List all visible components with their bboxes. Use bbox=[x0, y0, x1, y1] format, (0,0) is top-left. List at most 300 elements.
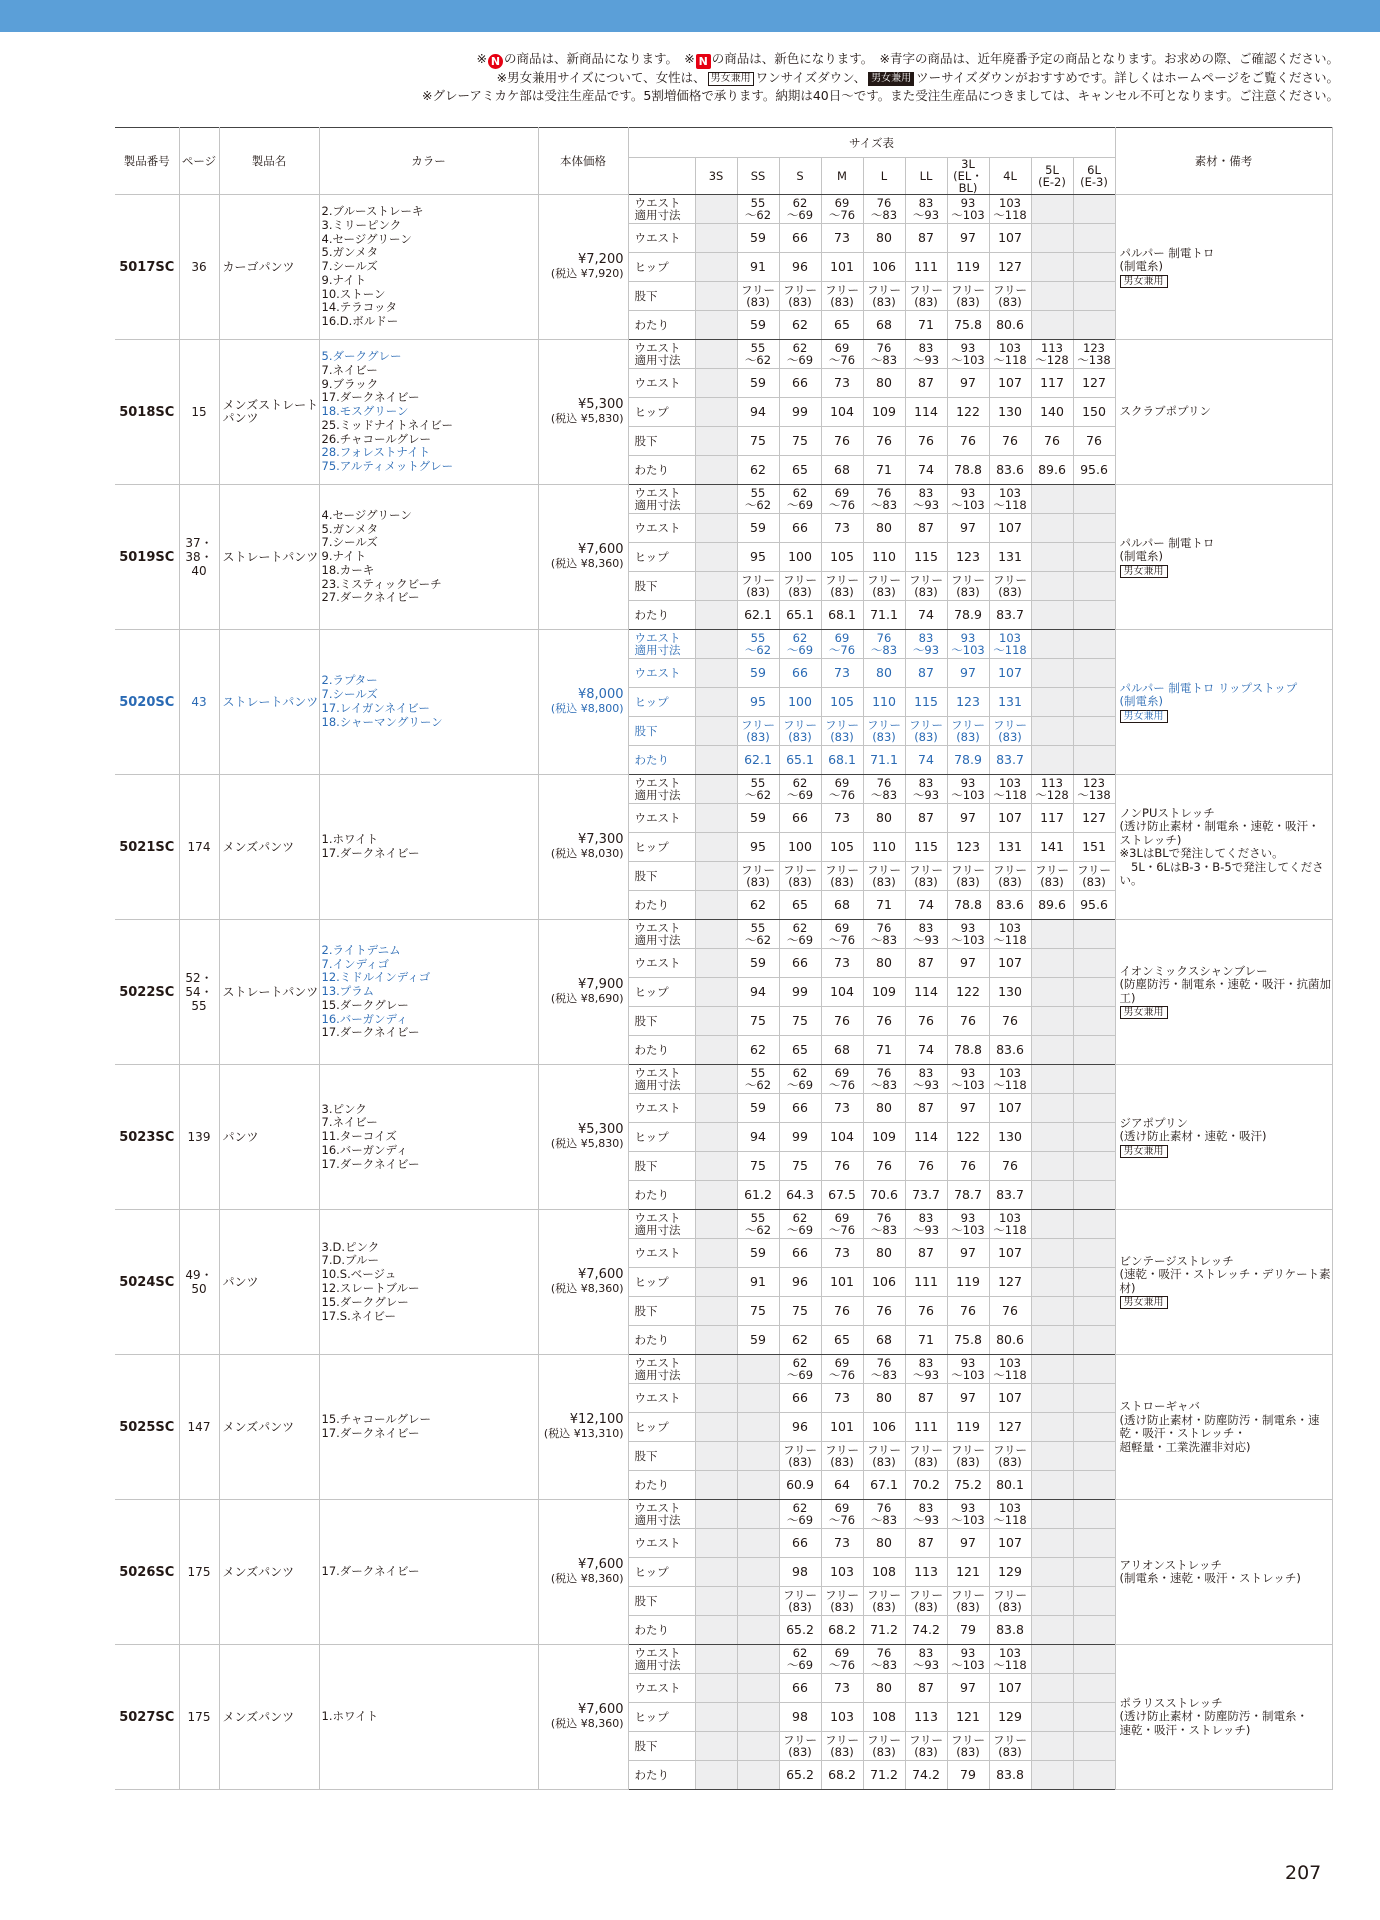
size-value: 101 bbox=[821, 253, 863, 282]
size-value: 66 bbox=[779, 1239, 821, 1268]
size-value: 108 bbox=[863, 1703, 905, 1732]
size-value: 105 bbox=[821, 543, 863, 572]
size-value: 60.9 bbox=[779, 1471, 821, 1500]
measure-label: ウエスト 適用寸法 bbox=[628, 1065, 695, 1094]
size-value: 66 bbox=[779, 224, 821, 253]
color-list bbox=[319, 195, 538, 340]
size-value: 69 〜76 bbox=[821, 1645, 863, 1674]
size-value: 76 〜83 bbox=[863, 920, 905, 949]
measure-label: 股下 bbox=[628, 1442, 695, 1471]
size-value: 115 bbox=[905, 543, 947, 572]
size-value: 62 bbox=[737, 891, 779, 920]
size-value: 66 bbox=[779, 804, 821, 833]
table-row bbox=[115, 195, 1332, 224]
size-value bbox=[1031, 1239, 1073, 1268]
size-value: 97 bbox=[947, 1094, 989, 1123]
size-value: 115 bbox=[905, 688, 947, 717]
size-value: フリー (83) bbox=[905, 717, 947, 746]
size-value bbox=[737, 1355, 779, 1384]
size-value bbox=[1031, 1094, 1073, 1123]
size-value bbox=[1073, 601, 1115, 630]
size-header-8: 5L (E-2) bbox=[1031, 158, 1073, 195]
size-value: フリー (83) bbox=[737, 282, 779, 311]
size-value: 71.2 bbox=[863, 1616, 905, 1645]
size-value bbox=[1073, 195, 1115, 224]
size-value: 113 bbox=[905, 1703, 947, 1732]
size-value: フリー (83) bbox=[947, 572, 989, 601]
size-value: 68 bbox=[821, 1036, 863, 1065]
size-value bbox=[695, 1065, 737, 1094]
size-value bbox=[1031, 1210, 1073, 1239]
size-value: 59 bbox=[737, 1326, 779, 1355]
measure-label: 股下 bbox=[628, 282, 695, 311]
size-value bbox=[1073, 1181, 1115, 1210]
size-value bbox=[695, 253, 737, 282]
color-item: 9.ナイト bbox=[321, 272, 367, 287]
size-value: 83 〜93 bbox=[905, 630, 947, 659]
size-value: 69 〜76 bbox=[821, 920, 863, 949]
product-name: ストレートパンツ bbox=[219, 630, 319, 775]
size-value: 103 〜118 bbox=[989, 1500, 1031, 1529]
product-name: ストレートパンツ bbox=[219, 920, 319, 1065]
price-tax: (税込 ¥8,030) bbox=[550, 847, 624, 860]
color-item: 12.ミドルインディゴ bbox=[321, 970, 431, 985]
size-value: 62 〜69 bbox=[779, 920, 821, 949]
size-value bbox=[1073, 1268, 1115, 1297]
size-value: 83 〜93 bbox=[905, 1500, 947, 1529]
size-value: 110 bbox=[863, 543, 905, 572]
size-value bbox=[1073, 1500, 1115, 1529]
price-tax: (税込 ¥8,360) bbox=[550, 1282, 624, 1295]
size-value: 95 bbox=[737, 543, 779, 572]
size-value bbox=[737, 1587, 779, 1616]
size-value: 78.9 bbox=[947, 746, 989, 775]
size-value bbox=[695, 804, 737, 833]
size-value: 59 bbox=[737, 949, 779, 978]
price-tax: (税込 ¥8,690) bbox=[550, 992, 624, 1005]
size-value: 78.9 bbox=[947, 601, 989, 630]
size-value bbox=[1073, 1529, 1115, 1558]
size-value: 66 bbox=[779, 659, 821, 688]
size-value: 119 bbox=[947, 1413, 989, 1442]
size-value: 97 bbox=[947, 949, 989, 978]
size-value bbox=[1031, 1471, 1073, 1500]
measure-label: ヒップ bbox=[628, 978, 695, 1007]
table-row bbox=[115, 485, 1332, 514]
size-value: 96 bbox=[779, 1268, 821, 1297]
size-value: 130 bbox=[989, 1123, 1031, 1152]
size-value: 73 bbox=[821, 804, 863, 833]
new-color-icon: N bbox=[696, 54, 711, 69]
size-value: 97 bbox=[947, 1239, 989, 1268]
size-value: 75 bbox=[737, 1007, 779, 1036]
page-ref: 36 bbox=[179, 195, 219, 340]
size-value bbox=[1073, 1384, 1115, 1413]
size-value bbox=[1073, 1558, 1115, 1587]
size-value: 107 bbox=[989, 1094, 1031, 1123]
size-value: 76 〜83 bbox=[863, 630, 905, 659]
size-value: 98 bbox=[779, 1703, 821, 1732]
size-value: 127 bbox=[989, 253, 1031, 282]
size-value bbox=[1073, 1239, 1115, 1268]
size-value: 97 bbox=[947, 369, 989, 398]
color-item: 9.ナイト bbox=[321, 549, 367, 564]
size-value: 76 bbox=[989, 427, 1031, 456]
color-list bbox=[319, 1065, 538, 1210]
measure-label: ウエスト bbox=[628, 224, 695, 253]
size-value: 80 bbox=[863, 659, 905, 688]
size-value: 110 bbox=[863, 688, 905, 717]
size-value: 87 bbox=[905, 1529, 947, 1558]
size-value bbox=[1073, 1587, 1115, 1616]
size-value: 59 bbox=[737, 659, 779, 688]
header-size-table: サイズ表 bbox=[628, 128, 1115, 158]
size-value bbox=[695, 514, 737, 543]
color-item: 17.レイガンネイビー bbox=[321, 701, 430, 715]
color-item: 28.フォレストナイト bbox=[321, 445, 431, 460]
product-name: パンツ bbox=[219, 1210, 319, 1355]
size-value: 107 bbox=[989, 949, 1031, 978]
table-row bbox=[115, 340, 1332, 369]
measure-label: ヒップ bbox=[628, 1413, 695, 1442]
size-value: 107 bbox=[989, 1529, 1031, 1558]
size-value: 103 〜118 bbox=[989, 340, 1031, 369]
table-row bbox=[115, 920, 1332, 949]
size-value: 66 bbox=[779, 1674, 821, 1703]
size-value: 104 bbox=[821, 1123, 863, 1152]
color-item: 16.バーガンディ bbox=[321, 1011, 408, 1026]
measure-label: ヒップ bbox=[628, 398, 695, 427]
size-value bbox=[695, 920, 737, 949]
color-item: 17.ダークネイビー bbox=[321, 1025, 420, 1040]
size-value bbox=[695, 1123, 737, 1152]
size-value: 93 〜103 bbox=[947, 1500, 989, 1529]
color-list bbox=[319, 775, 538, 920]
size-value: 93 〜103 bbox=[947, 340, 989, 369]
size-value: 65.1 bbox=[779, 746, 821, 775]
size-value bbox=[695, 891, 737, 920]
product-id: 5023SC bbox=[115, 1065, 179, 1210]
size-value: 68.1 bbox=[821, 601, 863, 630]
size-value: フリー (83) bbox=[947, 717, 989, 746]
size-value bbox=[1073, 572, 1115, 601]
size-value: 65.1 bbox=[779, 601, 821, 630]
color-item: 17.ダークネイビー bbox=[321, 846, 420, 860]
size-value: 75.8 bbox=[947, 1326, 989, 1355]
size-value: フリー (83) bbox=[947, 862, 989, 891]
product-name: メンズパンツ bbox=[219, 1500, 319, 1645]
size-value bbox=[695, 775, 737, 804]
size-value: 103 〜118 bbox=[989, 485, 1031, 514]
size-value: フリー (83) bbox=[737, 862, 779, 891]
size-value bbox=[1031, 1703, 1073, 1732]
size-value: 106 bbox=[863, 1268, 905, 1297]
size-value: 66 bbox=[779, 1384, 821, 1413]
size-value: 109 bbox=[863, 398, 905, 427]
measure-label: ヒップ bbox=[628, 1703, 695, 1732]
material-note: パルパー 制電トロ リップストップ (制電糸) 男女兼用 bbox=[1115, 630, 1332, 775]
size-header-6: 3L (EL・BL) bbox=[947, 158, 989, 195]
header-measure-blank bbox=[628, 158, 695, 195]
size-value: 83 〜93 bbox=[905, 1355, 947, 1384]
size-value: 73 bbox=[821, 1239, 863, 1268]
page-ref: 49・ 50 bbox=[179, 1210, 219, 1355]
notes-block bbox=[422, 50, 1339, 105]
size-value: 83.6 bbox=[989, 891, 1031, 920]
size-value: 62 〜69 bbox=[779, 1500, 821, 1529]
size-value: 67.1 bbox=[863, 1471, 905, 1500]
unisex-tag: 男女兼用 bbox=[1120, 1296, 1168, 1309]
size-value bbox=[737, 1384, 779, 1413]
size-value: 97 bbox=[947, 804, 989, 833]
size-value bbox=[1073, 1761, 1115, 1790]
measure-label: わたり bbox=[628, 1036, 695, 1065]
size-value bbox=[695, 1210, 737, 1239]
size-value: 99 bbox=[779, 978, 821, 1007]
color-list bbox=[319, 1500, 538, 1645]
size-value bbox=[1031, 688, 1073, 717]
size-value bbox=[1031, 1500, 1073, 1529]
measure-label: ウエスト 適用寸法 bbox=[628, 920, 695, 949]
size-value: 74 bbox=[905, 746, 947, 775]
size-value: 68.2 bbox=[821, 1616, 863, 1645]
material-note: スクラブポプリン bbox=[1115, 340, 1332, 485]
size-value: フリー (83) bbox=[863, 862, 905, 891]
color-item: 3.ピンク bbox=[321, 1101, 367, 1116]
size-value: フリー (83) bbox=[905, 572, 947, 601]
table-row bbox=[115, 1645, 1332, 1674]
size-value: 76 bbox=[821, 1007, 863, 1036]
size-value: 55 〜62 bbox=[737, 485, 779, 514]
size-value: 121 bbox=[947, 1703, 989, 1732]
color-item: 4.セージグリーン bbox=[321, 231, 412, 246]
size-value bbox=[1073, 1674, 1115, 1703]
color-item: 12.スレートブルー bbox=[321, 1281, 420, 1295]
color-item: 2.ラプター bbox=[321, 673, 378, 688]
size-value bbox=[1073, 1123, 1115, 1152]
size-value: 122 bbox=[947, 1123, 989, 1152]
measure-label: ヒップ bbox=[628, 1268, 695, 1297]
measure-label: 股下 bbox=[628, 1732, 695, 1761]
size-value: 97 bbox=[947, 659, 989, 688]
size-value bbox=[695, 311, 737, 340]
size-header-5: LL bbox=[905, 158, 947, 195]
size-value: 76 〜83 bbox=[863, 340, 905, 369]
size-value bbox=[1031, 1645, 1073, 1674]
size-value: 69 〜76 bbox=[821, 1210, 863, 1239]
size-value bbox=[695, 1761, 737, 1790]
size-value: 78.8 bbox=[947, 456, 989, 485]
size-value: 80.1 bbox=[989, 1471, 1031, 1500]
size-value: フリー (83) bbox=[779, 572, 821, 601]
size-value: フリー (83) bbox=[863, 1587, 905, 1616]
size-value bbox=[1031, 601, 1073, 630]
size-value bbox=[1031, 282, 1073, 311]
color-item: 5.ガンメタ bbox=[321, 521, 379, 536]
size-value: 76 bbox=[947, 427, 989, 456]
size-value: フリー (83) bbox=[779, 1587, 821, 1616]
size-value bbox=[1073, 1413, 1115, 1442]
size-value: フリー (83) bbox=[905, 1442, 947, 1471]
page-number: 207 bbox=[1285, 1862, 1322, 1884]
size-value bbox=[1073, 311, 1115, 340]
size-value: 122 bbox=[947, 978, 989, 1007]
measure-label: ウエスト 適用寸法 bbox=[628, 485, 695, 514]
table-row bbox=[115, 630, 1332, 659]
size-value bbox=[737, 1558, 779, 1587]
size-value: 101 bbox=[821, 1268, 863, 1297]
size-value bbox=[737, 1703, 779, 1732]
size-value bbox=[1031, 1558, 1073, 1587]
size-value: 93 〜103 bbox=[947, 1645, 989, 1674]
size-value: 151 bbox=[1073, 833, 1115, 862]
size-value: 80 bbox=[863, 804, 905, 833]
size-value: 68 bbox=[821, 456, 863, 485]
size-value: フリー (83) bbox=[989, 862, 1031, 891]
size-value: 101 bbox=[821, 1413, 863, 1442]
measure-label: ウエスト 適用寸法 bbox=[628, 195, 695, 224]
size-value bbox=[1031, 1297, 1073, 1326]
size-value bbox=[1031, 514, 1073, 543]
size-value: 66 bbox=[779, 949, 821, 978]
color-item: 15.ダークグレー bbox=[321, 1294, 409, 1309]
size-header-3: M bbox=[821, 158, 863, 195]
size-value: 103 〜118 bbox=[989, 1355, 1031, 1384]
size-value: 97 bbox=[947, 224, 989, 253]
size-value: 75 bbox=[737, 427, 779, 456]
size-value: フリー (83) bbox=[779, 282, 821, 311]
size-value: 130 bbox=[989, 978, 1031, 1007]
size-value: 59 bbox=[737, 224, 779, 253]
size-value: 105 bbox=[821, 688, 863, 717]
size-value: 93 〜103 bbox=[947, 485, 989, 514]
size-value bbox=[1031, 1732, 1073, 1761]
measure-label: ウエスト bbox=[628, 949, 695, 978]
color-list bbox=[319, 1645, 538, 1790]
page-ref: 175 bbox=[179, 1500, 219, 1645]
measure-label: ウエスト 適用寸法 bbox=[628, 775, 695, 804]
size-value: 129 bbox=[989, 1558, 1031, 1587]
color-item: 3.ミリーピンク bbox=[321, 217, 402, 232]
size-value: 93 〜103 bbox=[947, 195, 989, 224]
size-value: 73 bbox=[821, 514, 863, 543]
measure-label: わたり bbox=[628, 311, 695, 340]
size-value: 75 bbox=[779, 1297, 821, 1326]
size-value bbox=[737, 1471, 779, 1500]
size-value: 76 〜83 bbox=[863, 1210, 905, 1239]
size-value: 59 bbox=[737, 804, 779, 833]
size-value: 100 bbox=[779, 833, 821, 862]
size-value: 66 bbox=[779, 1094, 821, 1123]
measure-label: ヒップ bbox=[628, 253, 695, 282]
size-value: 83 〜93 bbox=[905, 775, 947, 804]
size-value: 141 bbox=[1031, 833, 1073, 862]
size-value: 76 bbox=[821, 1297, 863, 1326]
measure-label: ヒップ bbox=[628, 543, 695, 572]
size-value: 69 〜76 bbox=[821, 630, 863, 659]
size-value: フリー (83) bbox=[905, 282, 947, 311]
color-item: 7.ネイビー bbox=[321, 362, 378, 377]
size-value bbox=[1073, 1616, 1115, 1645]
size-value bbox=[1073, 1326, 1115, 1355]
size-value bbox=[695, 1413, 737, 1442]
color-item: 26.チャコールグレー bbox=[321, 431, 431, 446]
size-value bbox=[1031, 1123, 1073, 1152]
measure-label: 股下 bbox=[628, 862, 695, 891]
price bbox=[538, 1355, 628, 1500]
size-value: 80 bbox=[863, 949, 905, 978]
size-value: 96 bbox=[779, 1413, 821, 1442]
size-value bbox=[1073, 1065, 1115, 1094]
size-value: 69 〜76 bbox=[821, 775, 863, 804]
table-row bbox=[115, 1355, 1332, 1384]
size-value: 97 bbox=[947, 1674, 989, 1703]
measure-label: ウエスト 適用寸法 bbox=[628, 1355, 695, 1384]
size-value bbox=[1073, 978, 1115, 1007]
size-value: 83.8 bbox=[989, 1761, 1031, 1790]
price bbox=[538, 1065, 628, 1210]
color-item: 7.シールズ bbox=[321, 687, 378, 702]
size-value: 64.3 bbox=[779, 1181, 821, 1210]
size-value bbox=[1031, 1442, 1073, 1471]
price-base: ¥7,600 bbox=[578, 1267, 624, 1282]
size-value bbox=[737, 1500, 779, 1529]
size-value: 111 bbox=[905, 253, 947, 282]
size-value: 123 bbox=[947, 543, 989, 572]
size-value: 106 bbox=[863, 1413, 905, 1442]
size-value: 59 bbox=[737, 514, 779, 543]
price-base: ¥7,300 bbox=[578, 832, 624, 847]
size-value: 114 bbox=[905, 978, 947, 1007]
size-value: 76 bbox=[821, 427, 863, 456]
color-list bbox=[319, 630, 538, 775]
size-value: 87 bbox=[905, 1239, 947, 1268]
size-value: 97 bbox=[947, 1529, 989, 1558]
size-value: 73 bbox=[821, 1674, 863, 1703]
measure-label: 股下 bbox=[628, 1297, 695, 1326]
size-value: 130 bbox=[989, 398, 1031, 427]
size-value: 78.8 bbox=[947, 891, 989, 920]
size-value: 79 bbox=[947, 1761, 989, 1790]
size-value: 123 〜138 bbox=[1073, 775, 1115, 804]
product-name: ストレートパンツ bbox=[219, 485, 319, 630]
size-value bbox=[695, 1674, 737, 1703]
size-value bbox=[1073, 253, 1115, 282]
measure-label: ウエスト bbox=[628, 804, 695, 833]
size-value: 80 bbox=[863, 1529, 905, 1558]
size-value bbox=[1073, 1645, 1115, 1674]
size-value bbox=[1031, 1761, 1073, 1790]
color-list bbox=[319, 340, 538, 485]
size-value: 119 bbox=[947, 1268, 989, 1297]
size-value: フリー (83) bbox=[863, 717, 905, 746]
product-id: 5026SC bbox=[115, 1500, 179, 1645]
size-value: 76 〜83 bbox=[863, 485, 905, 514]
size-value: 55 〜62 bbox=[737, 1210, 779, 1239]
size-value: フリー (83) bbox=[947, 1732, 989, 1761]
size-value: 93 〜103 bbox=[947, 1065, 989, 1094]
size-value: 65.2 bbox=[779, 1616, 821, 1645]
material-note: ポラリスストレッチ (透け防止素材・防塵防汚・制電糸・ 速乾・吸汗・ストレッチ) bbox=[1115, 1645, 1332, 1790]
measure-label: ウエスト bbox=[628, 1094, 695, 1123]
size-value: 87 bbox=[905, 949, 947, 978]
price-tax: (税込 ¥13,310) bbox=[543, 1427, 624, 1440]
size-value: 87 bbox=[905, 804, 947, 833]
size-value: 62 〜69 bbox=[779, 195, 821, 224]
size-value: 94 bbox=[737, 398, 779, 427]
size-value: 113 bbox=[905, 1558, 947, 1587]
size-value: 65 bbox=[779, 456, 821, 485]
